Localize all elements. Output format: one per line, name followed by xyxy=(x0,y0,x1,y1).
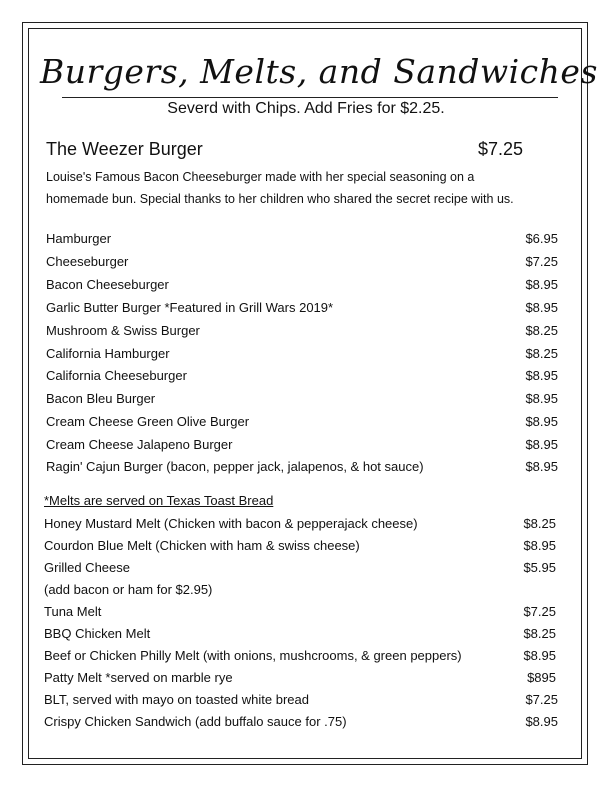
menu-item-note: (add bacon or ham for $2.95) xyxy=(44,582,213,597)
featured-desc-line-1: Louise's Famous Bacon Cheeseburger made with her special seasoning on a xyxy=(46,170,475,184)
menu-item-name: Mushroom & Swiss Burger xyxy=(46,323,200,338)
menu-item-row xyxy=(44,535,556,557)
featured-desc-line-2: homemade bun. Special thanks to her children who shared the secret recipe with us. xyxy=(46,192,514,206)
menu-item-name: California Cheeseburger xyxy=(46,368,187,383)
menu-item-name: Bacon Cheeseburger xyxy=(46,277,169,292)
menu-item-name: Grilled Cheese xyxy=(44,560,130,575)
menu-item-name: BLT, served with mayo on toasted white bread xyxy=(44,692,309,707)
menu-item-price: $7.25 xyxy=(525,254,558,269)
menu-item-row xyxy=(46,274,558,296)
menu-item-price: $7.25 xyxy=(525,692,558,707)
menu-item-price: $8.25 xyxy=(525,346,558,361)
menu-item-price: $8.95 xyxy=(525,414,558,429)
menu-item-name: Tuna Melt xyxy=(44,604,102,619)
menu-item-row xyxy=(44,579,556,601)
menu-item-row xyxy=(46,343,558,365)
menu-item-name: Cream Cheese Green Olive Burger xyxy=(46,414,250,429)
menu-item-price: $8.95 xyxy=(525,714,558,729)
menu-item-name: BBQ Chicken Melt xyxy=(44,626,151,641)
menu-item-price: $8.25 xyxy=(523,516,556,531)
menu-item-row xyxy=(46,388,558,410)
menu-item-row xyxy=(46,320,558,342)
menu-item-price: $7.25 xyxy=(523,604,556,619)
menu-item-name: Crispy Chicken Sandwich (add buffalo sauce for .75) xyxy=(44,714,347,729)
menu-item-name: Courdon Blue Melt (Chicken with ham & swiss cheese) xyxy=(44,538,360,553)
menu-item-price: $8.25 xyxy=(525,323,558,338)
menu-item-price: $8.95 xyxy=(525,459,558,474)
title-underline xyxy=(62,97,558,98)
menu-item-name: Ragin' Cajun Burger (bacon, pepper jack, jalapenos, & hot sauce) xyxy=(46,459,424,474)
menu-item-row xyxy=(44,667,556,689)
featured-item-name: The Weezer Burger xyxy=(46,139,203,159)
menu-item-row xyxy=(44,513,556,535)
menu-item-name: Patty Melt *served on marble rye xyxy=(44,670,233,685)
menu-item-row xyxy=(46,411,558,433)
menu-item-price: $895 xyxy=(527,670,556,685)
menu-item-row xyxy=(44,689,558,711)
melts-note: *Melts are served on Texas Toast Bread xyxy=(44,493,274,508)
menu-item-price: $8.95 xyxy=(525,368,558,383)
menu-item-name: California Hamburger xyxy=(46,346,170,361)
menu-item-row xyxy=(44,645,556,667)
menu-item-name: Cream Cheese Jalapeno Burger xyxy=(46,437,233,452)
menu-item-name: Beef or Chicken Philly Melt (with onions, mushcrooms, & green peppers) xyxy=(44,648,462,663)
menu-item-row xyxy=(44,623,556,645)
menu-item-row xyxy=(44,711,558,733)
menu-item-name: Cheeseburger xyxy=(46,254,129,269)
menu-item-row xyxy=(44,601,556,623)
menu-item-row xyxy=(44,557,556,579)
menu-item-name: Bacon Bleu Burger xyxy=(46,391,156,406)
menu-title: Burgers, Melts, and Sandwiches xyxy=(40,52,598,91)
menu-item-row xyxy=(46,251,558,273)
menu-item-name: Garlic Butter Burger *Featured in Grill Wars 2019* xyxy=(46,300,334,315)
menu-item-price: $8.95 xyxy=(523,538,556,553)
menu-item-price: $6.95 xyxy=(525,231,558,246)
featured-item-description xyxy=(46,166,566,210)
menu-item-price: $8.95 xyxy=(523,648,556,663)
menu-item-row xyxy=(46,456,558,478)
menu-item-price: $5.95 xyxy=(523,560,556,575)
menu-item-price: $8.95 xyxy=(525,437,558,452)
menu-item-price: $8.25 xyxy=(523,626,556,641)
menu-item-row xyxy=(46,434,558,456)
featured-item-price: $7.25 xyxy=(478,139,524,159)
menu-item-row xyxy=(46,365,558,387)
menu-item-price: $8.95 xyxy=(525,391,558,406)
menu-item-row xyxy=(46,228,558,250)
menu-subtitle: Severd with Chips. Add Fries for $2.25. xyxy=(167,100,445,117)
menu-item-name: Honey Mustard Melt (Chicken with bacon & pepperajack cheese) xyxy=(44,516,418,531)
menu-item-price: $8.95 xyxy=(525,300,558,315)
menu-item-row xyxy=(46,297,558,319)
menu-item-name: Hamburger xyxy=(46,231,112,246)
menu-item-price: $8.95 xyxy=(525,277,558,292)
